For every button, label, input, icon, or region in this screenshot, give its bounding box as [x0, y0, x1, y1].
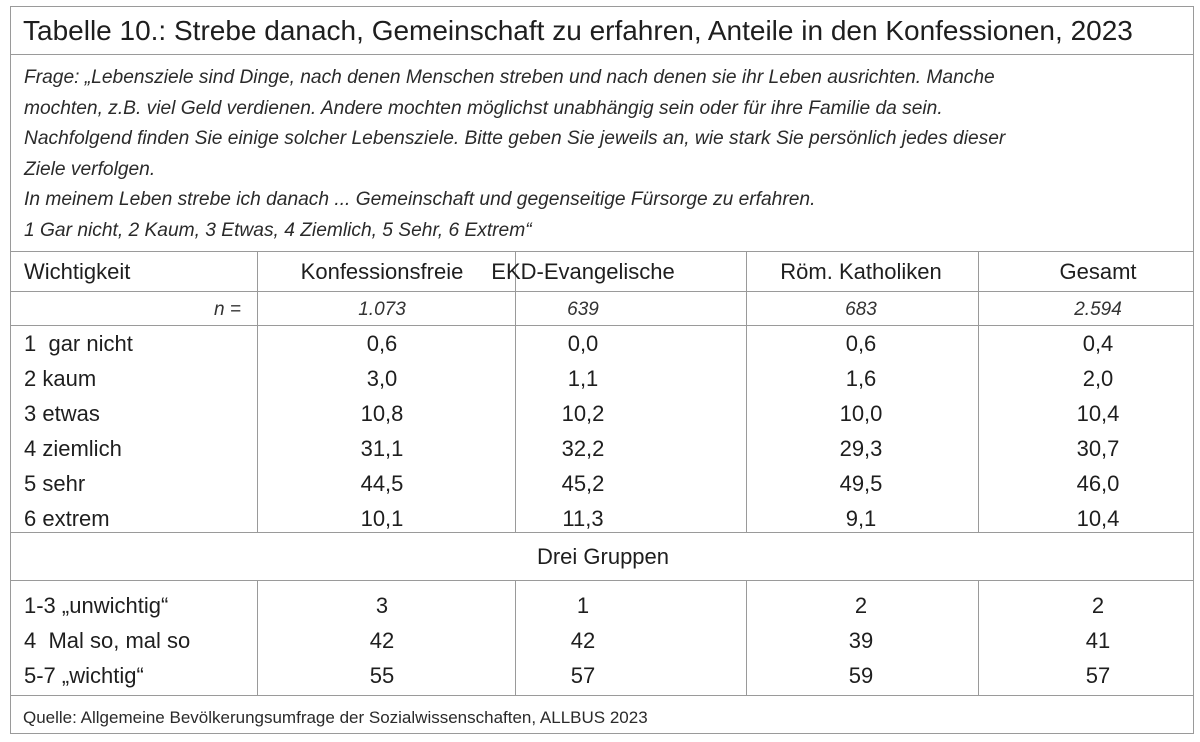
table-rule [11, 580, 1193, 581]
group-row-label: 4 Mal so, mal so [24, 628, 191, 653]
question-line: Frage: „Lebensziele sind Dinge, nach denen Menschen streben und nach denen sie ihr Leben ausrichten. Manche [24, 67, 995, 88]
group-cell: 1 [576, 593, 590, 618]
table-cell: 31,1 [360, 436, 404, 461]
group-cell: 2 [1091, 593, 1105, 618]
row-label: 3 etwas [24, 401, 100, 426]
group-cell: 57 [570, 663, 596, 688]
question-line: mochten, z.B. viel Geld verdienen. Andere mochten möglichst unabhängig sein oder für ihre Familie da sein. [24, 97, 943, 119]
question-line: 1 Gar nicht, 2 Kaum, 3 Etwas, 4 Ziemlich, 5 Sehr, 6 Extrem“ [24, 219, 532, 241]
table-cell: 1,6 [845, 366, 877, 391]
group-cell: 42 [570, 628, 596, 653]
table-cell: 10,8 [360, 401, 404, 426]
question-text [24, 63, 1184, 246]
column-header: EKD-Evangelische [491, 259, 675, 284]
table-cell: 1,1 [567, 366, 599, 391]
question-line: In meinem Leben strebe ich danach ... Gemeinschaft und gegenseitige Fürsorge zu erfahren. [24, 189, 816, 210]
group-cell: 42 [369, 628, 395, 653]
table-cell: 10,1 [360, 506, 404, 531]
group-cell: 3 [375, 593, 389, 618]
column-divider [746, 251, 747, 532]
row-label: 5 sehr [24, 471, 86, 496]
group-row-label: 1-3 „unwichtig“ [24, 593, 169, 618]
group-heading: Drei Gruppen [536, 544, 670, 569]
table-cell: 32,2 [561, 436, 605, 461]
table-cell: 29,3 [839, 436, 883, 461]
question-line: Nachfolgend finden Sie einige solcher Lebensziele. Bitte geben Sie jeweils an, wie stark Sie persönlich jedes dieser [24, 128, 1006, 149]
row-label: 2 kaum [24, 366, 97, 391]
table-rule [11, 251, 1193, 252]
table-cell: 10,2 [561, 401, 605, 426]
table-cell: 45,2 [561, 471, 605, 496]
column-divider [978, 580, 979, 695]
column-divider [978, 251, 979, 532]
table-rule [11, 325, 1193, 326]
column-header: Röm. Katholiken [780, 259, 942, 284]
source-note: Quelle: Allgemeine Bevölkerungsumfrage der Sozialwissenschaften, ALLBUS 2023 [23, 708, 648, 727]
row-label: 4 ziemlich [24, 436, 122, 461]
table-cell: 11,3 [562, 506, 604, 531]
column-divider [746, 580, 747, 695]
group-cell: 57 [1085, 663, 1111, 688]
group-cell: 39 [848, 628, 874, 653]
table-cell: 0,0 [567, 331, 599, 356]
column-divider [257, 580, 258, 695]
row-label: 1 gar nicht [24, 331, 133, 356]
title-divider [11, 54, 1193, 55]
group-cell: 41 [1085, 628, 1111, 653]
table-document [10, 6, 1194, 734]
column-header-label: Wichtigkeit [24, 259, 131, 284]
group-cell: 59 [848, 663, 874, 688]
n-value: 683 [845, 299, 877, 320]
column-header: Konfessionsfreie [300, 259, 464, 284]
table-cell: 2,0 [1082, 366, 1114, 391]
n-value: 1.073 [358, 299, 406, 320]
table-cell: 3,0 [366, 366, 398, 391]
table-cell: 44,5 [360, 471, 404, 496]
column-divider [257, 251, 258, 532]
column-header: Gesamt [1059, 259, 1137, 284]
group-row-label: 5-7 „wichtig“ [24, 663, 144, 688]
table-cell: 10,4 [1076, 401, 1120, 426]
row-label: 6 extrem [24, 506, 110, 531]
table-cell: 30,7 [1076, 436, 1120, 461]
table-title: Tabelle 10.: Strebe danach, Gemeinschaft zu erfahren, Anteile in den Konfessionen, 2023 [23, 15, 1133, 46]
group-cell: 2 [854, 593, 868, 618]
n-value: 2.594 [1074, 299, 1122, 320]
table-cell: 0,6 [845, 331, 877, 356]
question-line: Ziele verfolgen. [24, 158, 156, 180]
table-cell: 10,0 [839, 401, 883, 426]
table-cell: 9,1 [845, 506, 877, 531]
table-cell: 0,4 [1082, 331, 1114, 356]
group-cell: 55 [369, 663, 395, 688]
table-cell: 0,6 [366, 331, 398, 356]
source-divider [11, 695, 1193, 696]
n-label: n = [214, 299, 241, 320]
table-cell: 46,0 [1076, 471, 1120, 496]
table-cell: 49,5 [839, 471, 883, 496]
table-rule [11, 291, 1193, 292]
n-value: 639 [567, 299, 599, 320]
table-cell: 10,4 [1076, 506, 1120, 531]
